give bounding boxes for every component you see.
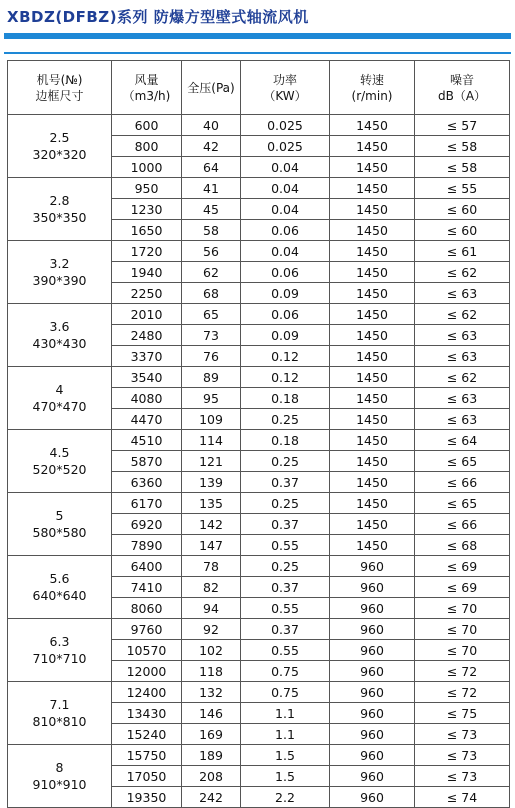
noise-cell: ≤ 58: [415, 136, 510, 157]
pressure-cell: 139: [182, 472, 241, 493]
noise-cell: ≤ 70: [415, 619, 510, 640]
power-cell: 0.06: [241, 262, 330, 283]
noise-cell: ≤ 74: [415, 787, 510, 808]
noise-cell: ≤ 68: [415, 535, 510, 556]
power-cell: 0.37: [241, 472, 330, 493]
table-row: [8, 493, 510, 514]
frame-size: 320*320: [32, 147, 87, 162]
frame-size: 470*470: [32, 399, 87, 414]
pressure-cell: 132: [182, 682, 241, 703]
pressure-cell: 95: [182, 388, 241, 409]
noise-cell: ≤ 64: [415, 430, 510, 451]
noise-cell: ≤ 73: [415, 745, 510, 766]
header-line: （m3/h): [122, 88, 171, 103]
airflow-cell: 5870: [112, 451, 182, 472]
pressure-cell: 135: [182, 493, 241, 514]
header-line: 边框尺寸: [35, 88, 84, 103]
airflow-cell: 7890: [112, 535, 182, 556]
noise-cell: ≤ 63: [415, 388, 510, 409]
noise-cell: ≤ 62: [415, 367, 510, 388]
pressure-cell: 82: [182, 577, 241, 598]
airflow-cell: 2480: [112, 325, 182, 346]
speed-cell: 1450: [330, 136, 415, 157]
power-cell: 0.55: [241, 640, 330, 661]
pressure-cell: 114: [182, 430, 241, 451]
table-row: [8, 241, 510, 262]
power-cell: 0.37: [241, 619, 330, 640]
noise-cell: ≤ 73: [415, 766, 510, 787]
noise-cell: ≤ 69: [415, 556, 510, 577]
table-header-row: [8, 61, 510, 115]
airflow-cell: 15240: [112, 724, 182, 745]
power-cell: 0.06: [241, 304, 330, 325]
speed-cell: 960: [330, 640, 415, 661]
power-cell: 0.37: [241, 514, 330, 535]
speed-cell: 1450: [330, 241, 415, 262]
airflow-cell: 4470: [112, 409, 182, 430]
model-number: 5: [55, 508, 64, 523]
power-header: [241, 61, 330, 115]
airflow-cell: 4080: [112, 388, 182, 409]
pressure-cell: 102: [182, 640, 241, 661]
noise-cell: ≤ 63: [415, 346, 510, 367]
power-cell: 0.25: [241, 556, 330, 577]
power-cell: 0.09: [241, 283, 330, 304]
speed-cell: 1450: [330, 199, 415, 220]
airflow-cell: 6920: [112, 514, 182, 535]
noise-cell: ≤ 65: [415, 493, 510, 514]
airflow-cell: 2250: [112, 283, 182, 304]
airflow-cell: 800: [112, 136, 182, 157]
power-cell: 0.25: [241, 451, 330, 472]
power-cell: 0.04: [241, 241, 330, 262]
power-cell: 2.2: [241, 787, 330, 808]
noise-cell: ≤ 66: [415, 472, 510, 493]
power-cell: 1.1: [241, 724, 330, 745]
noise-cell: ≤ 57: [415, 115, 510, 136]
model-frame-cell: [8, 241, 112, 304]
speed-cell: 1450: [330, 451, 415, 472]
noise-cell: ≤ 75: [415, 703, 510, 724]
airflow-cell: 1940: [112, 262, 182, 283]
airflow-cell: 10570: [112, 640, 182, 661]
speed-cell: 1450: [330, 514, 415, 535]
model-frame-header: [8, 61, 112, 115]
noise-cell: ≤ 70: [415, 640, 510, 661]
noise-cell: ≤ 70: [415, 598, 510, 619]
speed-cell: 1450: [330, 472, 415, 493]
header-line: 功率: [272, 72, 297, 87]
power-cell: 1.5: [241, 766, 330, 787]
airflow-cell: 12000: [112, 661, 182, 682]
header-line: 全压(Pa): [187, 80, 235, 95]
speed-cell: 960: [330, 556, 415, 577]
power-cell: 0.09: [241, 325, 330, 346]
model-number: 8: [55, 760, 64, 775]
pressure-cell: 146: [182, 703, 241, 724]
airflow-cell: 1650: [112, 220, 182, 241]
power-cell: 0.12: [241, 346, 330, 367]
airflow-cell: 8060: [112, 598, 182, 619]
power-cell: 0.12: [241, 367, 330, 388]
title-rule-thin: [4, 52, 511, 54]
speed-cell: 960: [330, 577, 415, 598]
table-body: [8, 115, 510, 808]
model-number: 3.6: [49, 319, 70, 334]
pressure-cell: 62: [182, 262, 241, 283]
speed-cell: 960: [330, 619, 415, 640]
model-number: 7.1: [49, 697, 70, 712]
power-cell: 0.75: [241, 682, 330, 703]
model-frame-cell: [8, 430, 112, 493]
header-line: 风量: [134, 72, 159, 87]
pressure-cell: 42: [182, 136, 241, 157]
table-row: [8, 556, 510, 577]
table-row: [8, 745, 510, 766]
frame-size: 520*520: [32, 462, 87, 477]
title-rule-thick: [4, 33, 511, 39]
speed-cell: 960: [330, 598, 415, 619]
frame-size: 810*810: [32, 714, 87, 729]
airflow-cell: 950: [112, 178, 182, 199]
table-row: [8, 682, 510, 703]
pressure-cell: 121: [182, 451, 241, 472]
frame-size: 910*910: [32, 777, 87, 792]
speed-cell: 960: [330, 682, 415, 703]
pressure-cell: 68: [182, 283, 241, 304]
frame-size: 430*430: [32, 336, 87, 351]
power-cell: 0.025: [241, 136, 330, 157]
pressure-header: [182, 61, 241, 115]
header-line: 转速: [359, 72, 384, 87]
pressure-cell: 208: [182, 766, 241, 787]
noise-cell: ≤ 63: [415, 325, 510, 346]
speed-cell: 1450: [330, 346, 415, 367]
pressure-cell: 45: [182, 199, 241, 220]
noise-cell: ≤ 66: [415, 514, 510, 535]
model-frame-cell: [8, 493, 112, 556]
model-number: 4: [55, 382, 64, 397]
speed-cell: 1450: [330, 115, 415, 136]
airflow-cell: 4510: [112, 430, 182, 451]
speed-header: [330, 61, 415, 115]
power-cell: 0.04: [241, 178, 330, 199]
speed-cell: 1450: [330, 430, 415, 451]
pressure-cell: 64: [182, 157, 241, 178]
power-cell: 0.06: [241, 220, 330, 241]
table-row: [8, 304, 510, 325]
model-number: 5.6: [49, 571, 70, 586]
frame-size: 580*580: [32, 525, 87, 540]
noise-cell: ≤ 72: [415, 661, 510, 682]
table-row: [8, 367, 510, 388]
speed-cell: 960: [330, 703, 415, 724]
table-row: [8, 115, 510, 136]
airflow-cell: 19350: [112, 787, 182, 808]
pressure-cell: 73: [182, 325, 241, 346]
pressure-cell: 94: [182, 598, 241, 619]
pressure-cell: 41: [182, 178, 241, 199]
speed-cell: 1450: [330, 283, 415, 304]
noise-cell: ≤ 72: [415, 682, 510, 703]
noise-cell: ≤ 69: [415, 577, 510, 598]
speed-cell: 1450: [330, 220, 415, 241]
table-row: [8, 178, 510, 199]
noise-cell: ≤ 62: [415, 262, 510, 283]
power-cell: 1.5: [241, 745, 330, 766]
pressure-cell: 169: [182, 724, 241, 745]
speed-cell: 1450: [330, 493, 415, 514]
speed-cell: 960: [330, 745, 415, 766]
frame-size: 390*390: [32, 273, 87, 288]
frame-size: 710*710: [32, 651, 87, 666]
noise-cell: ≤ 61: [415, 241, 510, 262]
model-frame-cell: [8, 367, 112, 430]
pressure-cell: 40: [182, 115, 241, 136]
noise-cell: ≤ 60: [415, 199, 510, 220]
speed-cell: 1450: [330, 325, 415, 346]
header-line: dB（A）: [437, 88, 487, 103]
power-cell: 0.55: [241, 535, 330, 556]
airflow-cell: 17050: [112, 766, 182, 787]
page-title: XBDZ(DFBZ)系列 防爆方型壁式轴流风机: [7, 8, 309, 26]
power-cell: 0.18: [241, 430, 330, 451]
noise-cell: ≤ 65: [415, 451, 510, 472]
airflow-cell: 3370: [112, 346, 182, 367]
model-number: 6.3: [49, 634, 70, 649]
speed-cell: 1450: [330, 535, 415, 556]
speed-cell: 1450: [330, 409, 415, 430]
airflow-cell: 6400: [112, 556, 182, 577]
table-row: [8, 619, 510, 640]
airflow-cell: 6360: [112, 472, 182, 493]
pressure-cell: 58: [182, 220, 241, 241]
header-line: 机号(№): [36, 72, 83, 87]
speed-cell: 960: [330, 766, 415, 787]
airflow-cell: 7410: [112, 577, 182, 598]
airflow-cell: 13430: [112, 703, 182, 724]
model-frame-cell: [8, 178, 112, 241]
pressure-cell: 147: [182, 535, 241, 556]
pressure-cell: 76: [182, 346, 241, 367]
power-cell: 0.04: [241, 199, 330, 220]
model-number: 2.8: [49, 193, 70, 208]
power-cell: 0.75: [241, 661, 330, 682]
pressure-cell: 142: [182, 514, 241, 535]
speed-cell: 960: [330, 661, 415, 682]
pressure-cell: 92: [182, 619, 241, 640]
pressure-cell: 65: [182, 304, 241, 325]
speed-cell: 1450: [330, 388, 415, 409]
noise-cell: ≤ 63: [415, 409, 510, 430]
fan-spec-table: [7, 60, 510, 808]
pressure-cell: 109: [182, 409, 241, 430]
pressure-cell: 78: [182, 556, 241, 577]
power-cell: 0.18: [241, 388, 330, 409]
speed-cell: 1450: [330, 157, 415, 178]
pressure-cell: 56: [182, 241, 241, 262]
speed-cell: 1450: [330, 178, 415, 199]
pressure-cell: 242: [182, 787, 241, 808]
model-number: 4.5: [49, 445, 70, 460]
airflow-cell: 600: [112, 115, 182, 136]
airflow-cell: 1720: [112, 241, 182, 262]
speed-cell: 1450: [330, 367, 415, 388]
airflow-cell: 15750: [112, 745, 182, 766]
speed-cell: 960: [330, 787, 415, 808]
model-frame-cell: [8, 556, 112, 619]
airflow-cell: 1230: [112, 199, 182, 220]
model-number: 3.2: [49, 256, 70, 271]
speed-cell: 1450: [330, 262, 415, 283]
power-cell: 0.37: [241, 577, 330, 598]
pressure-cell: 118: [182, 661, 241, 682]
model-frame-cell: [8, 682, 112, 745]
power-cell: 0.25: [241, 493, 330, 514]
model-frame-cell: [8, 115, 112, 178]
frame-size: 350*350: [32, 210, 87, 225]
model-frame-cell: [8, 619, 112, 682]
frame-size: 640*640: [32, 588, 87, 603]
table-row: [8, 430, 510, 451]
power-cell: 0.25: [241, 409, 330, 430]
header-line: 噪音: [449, 72, 474, 87]
noise-cell: ≤ 62: [415, 304, 510, 325]
power-cell: 0.04: [241, 157, 330, 178]
power-cell: 0.025: [241, 115, 330, 136]
noise-cell: ≤ 55: [415, 178, 510, 199]
noise-cell: ≤ 60: [415, 220, 510, 241]
speed-cell: 960: [330, 724, 415, 745]
noise-cell: ≤ 63: [415, 283, 510, 304]
header-line: (r/min): [351, 88, 393, 103]
airflow-cell: 3540: [112, 367, 182, 388]
model-frame-cell: [8, 745, 112, 808]
airflow-header: [112, 61, 182, 115]
power-cell: 1.1: [241, 703, 330, 724]
airflow-cell: 6170: [112, 493, 182, 514]
pressure-cell: 189: [182, 745, 241, 766]
power-cell: 0.55: [241, 598, 330, 619]
airflow-cell: 12400: [112, 682, 182, 703]
airflow-cell: 1000: [112, 157, 182, 178]
model-number: 2.5: [49, 130, 70, 145]
header-line: （KW）: [263, 88, 307, 103]
pressure-cell: 89: [182, 367, 241, 388]
noise-header: [415, 61, 510, 115]
noise-cell: ≤ 73: [415, 724, 510, 745]
airflow-cell: 9760: [112, 619, 182, 640]
airflow-cell: 2010: [112, 304, 182, 325]
speed-cell: 1450: [330, 304, 415, 325]
model-frame-cell: [8, 304, 112, 367]
noise-cell: ≤ 58: [415, 157, 510, 178]
